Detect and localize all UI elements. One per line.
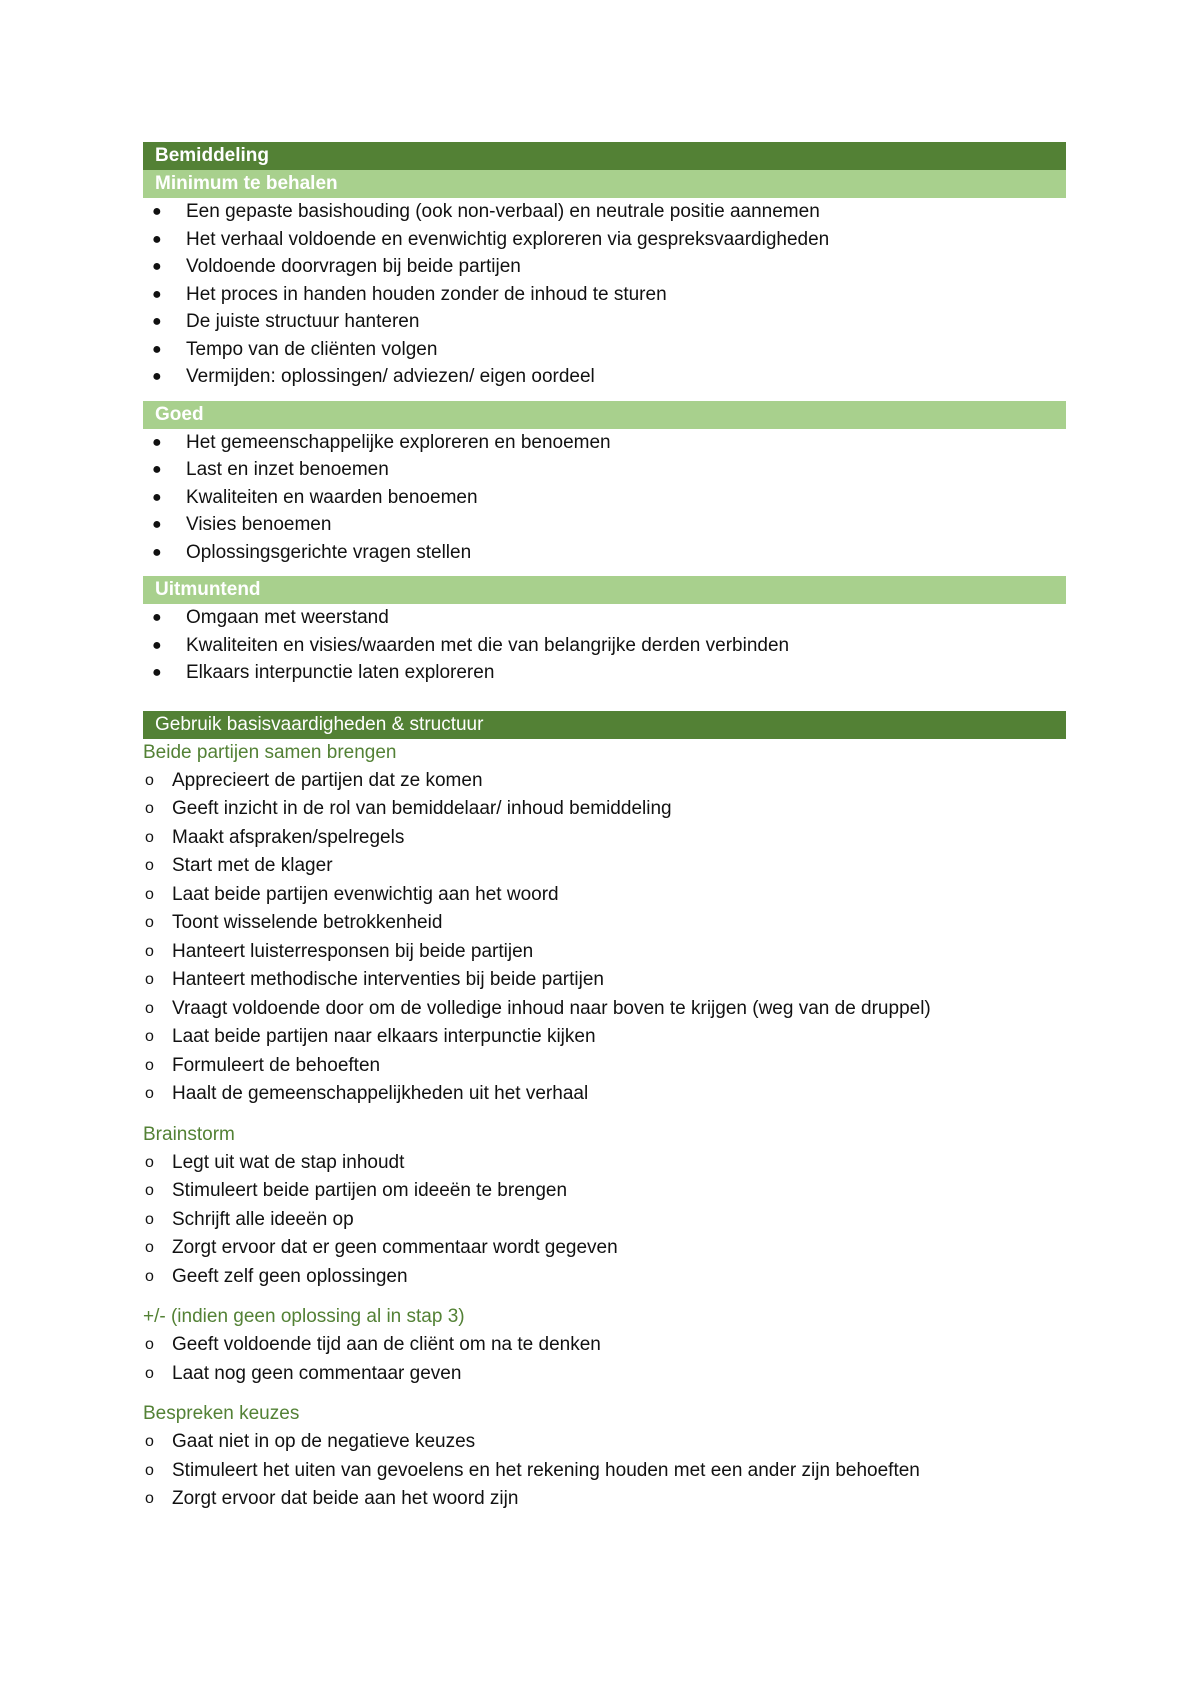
- list-item: [143, 995, 1066, 1024]
- list-item-text: De juiste structuur hanteren: [186, 311, 420, 332]
- filled-dot-bullet-icon: ●: [152, 340, 162, 358]
- filled-dot-bullet-icon: ●: [152, 609, 162, 626]
- hollow-circle-bullet-icon: o: [145, 857, 154, 874]
- minimum-list: [143, 198, 1066, 391]
- list-item: [143, 484, 1066, 512]
- list-item: [143, 909, 1066, 938]
- hollow-circle-bullet-icon: o: [145, 971, 154, 988]
- basisvaardigheden-heading: Gebruik basisvaardigheden & structuur: [143, 711, 1066, 739]
- section-list: [143, 1428, 1066, 1514]
- list-item-text: Apprecieert de partijen dat ze komen: [172, 769, 483, 791]
- hollow-circle-bullet-icon: o: [145, 1085, 154, 1102]
- list-item: [143, 1331, 1066, 1360]
- list-item: [143, 1485, 1066, 1514]
- list-item-text: Formuleert de behoeften: [172, 1054, 381, 1076]
- list-item-text: Zorgt ervoor dat er geen commentaar wordt gegeven: [172, 1237, 618, 1258]
- list-item: [143, 511, 1066, 539]
- list-item: [143, 1052, 1066, 1081]
- list-item-text: Geeft zelf geen oplossingen: [172, 1265, 408, 1287]
- hollow-circle-bullet-icon: o: [145, 1364, 154, 1382]
- uitmuntend-list: [143, 604, 1066, 687]
- list-item: [143, 1149, 1066, 1178]
- hollow-circle-bullet-icon: o: [145, 1153, 154, 1171]
- list-item-text: Geeft inzicht in de rol van bemiddelaar/ inhoud bemiddeling: [172, 798, 672, 819]
- filled-dot-bullet-icon: ●: [152, 433, 162, 451]
- minimum-heading: Minimum te behalen: [143, 170, 1066, 198]
- uitmuntend-heading: Uitmuntend: [143, 576, 1066, 604]
- list-item-text: Toont wisselende betrokkenheid: [172, 912, 443, 933]
- section-subheading: Beide partijen samen brengen: [143, 741, 397, 763]
- hollow-circle-bullet-icon: o: [145, 1239, 154, 1256]
- list-item-text: Geeft voldoende tijd aan de cliënt om na te denken: [172, 1334, 601, 1355]
- list-item-text: Omgaan met weerstand: [186, 607, 389, 628]
- filled-dot-bullet-icon: ●: [152, 285, 162, 303]
- list-item: [143, 1457, 1066, 1486]
- list-item-text: Laat beide partijen evenwichtig aan het woord: [172, 883, 559, 905]
- list-item: [143, 226, 1066, 254]
- filled-dot-bullet-icon: ●: [152, 461, 162, 478]
- goed-list: [143, 429, 1066, 567]
- list-item: [143, 456, 1066, 484]
- basisvaardigheden-sections: [143, 739, 1066, 1514]
- list-item: [143, 1360, 1066, 1389]
- list-item-text: Tempo van de cliënten volgen: [186, 338, 438, 360]
- hollow-circle-bullet-icon: o: [145, 1182, 154, 1199]
- hollow-circle-bullet-icon: o: [145, 1490, 154, 1507]
- list-item: [143, 824, 1066, 853]
- section-subheading: +/- (indien geen oplossing al in stap 3): [143, 1306, 465, 1327]
- list-item: [143, 198, 1066, 226]
- list-item-text: Stimuleert beide partijen om ideeën te brengen: [172, 1180, 568, 1201]
- hollow-circle-bullet-icon: o: [145, 1028, 154, 1045]
- list-item-text: Laat beide partijen naar elkaars interpunctie kijken: [172, 1026, 596, 1047]
- list-item: [143, 363, 1066, 391]
- list-item-text: Last en inzet benoemen: [186, 459, 389, 480]
- list-item-text: Vraagt voldoende door om de volledige inhoud naar boven te krijgen (weg van de druppel): [172, 997, 931, 1019]
- filled-dot-bullet-icon: ●: [152, 258, 162, 275]
- filled-dot-bullet-icon: ●: [152, 230, 162, 248]
- list-item: [143, 659, 1066, 687]
- filled-dot-bullet-icon: ●: [152, 636, 162, 654]
- hollow-circle-bullet-icon: o: [145, 828, 154, 846]
- list-item-text: Start met de klager: [172, 855, 333, 876]
- filled-dot-bullet-icon: ●: [152, 203, 162, 220]
- list-item: [143, 1080, 1066, 1109]
- list-item-text: Hanteert luisterresponsen bij beide partijen: [172, 940, 534, 962]
- list-item: [143, 767, 1066, 796]
- list-item-text: Schrijft alle ideeën op: [172, 1208, 354, 1230]
- list-item-text: Gaat niet in op de negatieve keuzes: [172, 1431, 476, 1452]
- section-list: [143, 1331, 1066, 1388]
- section-subheading: Brainstorm: [143, 1123, 235, 1145]
- list-item-text: Maakt afspraken/spelregels: [172, 826, 405, 848]
- list-item-text: Visies benoemen: [186, 514, 332, 535]
- filled-dot-bullet-icon: ●: [152, 543, 162, 561]
- list-item-text: Voldoende doorvragen bij beide partijen: [186, 256, 521, 277]
- list-item: [143, 1263, 1066, 1292]
- list-item: [143, 1023, 1066, 1052]
- goed-heading: Goed: [143, 401, 1066, 429]
- hollow-circle-bullet-icon: o: [145, 771, 154, 789]
- list-item-text: Zorgt ervoor dat beide aan het woord zijn: [172, 1488, 519, 1509]
- hollow-circle-bullet-icon: o: [145, 1056, 154, 1074]
- list-item: [143, 604, 1066, 632]
- list-item: [143, 1206, 1066, 1235]
- list-item-text: Laat nog geen commentaar geven: [172, 1362, 462, 1384]
- list-item-text: Het verhaal voldoende en evenwichtig exploreren via gespreksvaardigheden: [186, 228, 830, 250]
- list-item: [143, 1428, 1066, 1457]
- list-item: [143, 966, 1066, 995]
- list-item: [143, 938, 1066, 967]
- list-item: [143, 253, 1066, 281]
- list-item: [143, 1234, 1066, 1263]
- list-item: [143, 281, 1066, 309]
- hollow-circle-bullet-icon: o: [145, 1210, 154, 1228]
- list-item: [143, 852, 1066, 881]
- hollow-circle-bullet-icon: o: [145, 1461, 154, 1479]
- hollow-circle-bullet-icon: o: [145, 1267, 154, 1285]
- filled-dot-bullet-icon: ●: [152, 664, 162, 681]
- hollow-circle-bullet-icon: o: [145, 885, 154, 903]
- section-list: [143, 767, 1066, 1109]
- list-item: [143, 795, 1066, 824]
- section-subheading: Bespreken keuzes: [143, 1403, 300, 1424]
- list-item: [143, 539, 1066, 567]
- list-item-text: Vermijden: oplossingen/ adviezen/ eigen oordeel: [186, 366, 595, 387]
- document-page: [143, 142, 1066, 1514]
- list-item-text: Haalt de gemeenschappelijkheden uit het verhaal: [172, 1083, 589, 1104]
- list-item: [143, 336, 1066, 364]
- list-item: [143, 429, 1066, 457]
- list-item: [143, 308, 1066, 336]
- filled-dot-bullet-icon: ●: [152, 368, 162, 385]
- hollow-circle-bullet-icon: o: [145, 914, 154, 931]
- list-item: [143, 1177, 1066, 1206]
- list-item-text: Oplossingsgerichte vragen stellen: [186, 541, 472, 563]
- filled-dot-bullet-icon: ●: [152, 516, 162, 533]
- hollow-circle-bullet-icon: o: [145, 1336, 154, 1353]
- filled-dot-bullet-icon: ●: [152, 313, 162, 330]
- hollow-circle-bullet-icon: o: [145, 999, 154, 1017]
- list-item-text: Een gepaste basishouding (ook non-verbaal) en neutrale positie aannemen: [186, 201, 820, 222]
- list-item-text: Legt uit wat de stap inhoudt: [172, 1151, 405, 1173]
- filled-dot-bullet-icon: ●: [152, 488, 162, 506]
- section-list: [143, 1149, 1066, 1292]
- list-item-text: Kwaliteiten en visies/waarden met die van belangrijke derden verbinden: [186, 634, 790, 656]
- document-title-bar: Bemiddeling: [143, 142, 1066, 170]
- list-item-text: Stimuleert het uiten van gevoelens en het rekening houden met een ander zijn behoeften: [172, 1459, 920, 1481]
- list-item: [143, 881, 1066, 910]
- list-item-text: Hanteert methodische interventies bij beide partijen: [172, 969, 604, 990]
- hollow-circle-bullet-icon: o: [145, 800, 154, 817]
- list-item-text: Het gemeenschappelijke exploreren en benoemen: [186, 431, 611, 453]
- hollow-circle-bullet-icon: o: [145, 1433, 154, 1450]
- list-item-text: Het proces in handen houden zonder de inhoud te sturen: [186, 283, 667, 305]
- list-item-text: Elkaars interpunctie laten exploreren: [186, 662, 495, 683]
- hollow-circle-bullet-icon: o: [145, 942, 154, 960]
- list-item-text: Kwaliteiten en waarden benoemen: [186, 486, 478, 508]
- list-item: [143, 632, 1066, 660]
